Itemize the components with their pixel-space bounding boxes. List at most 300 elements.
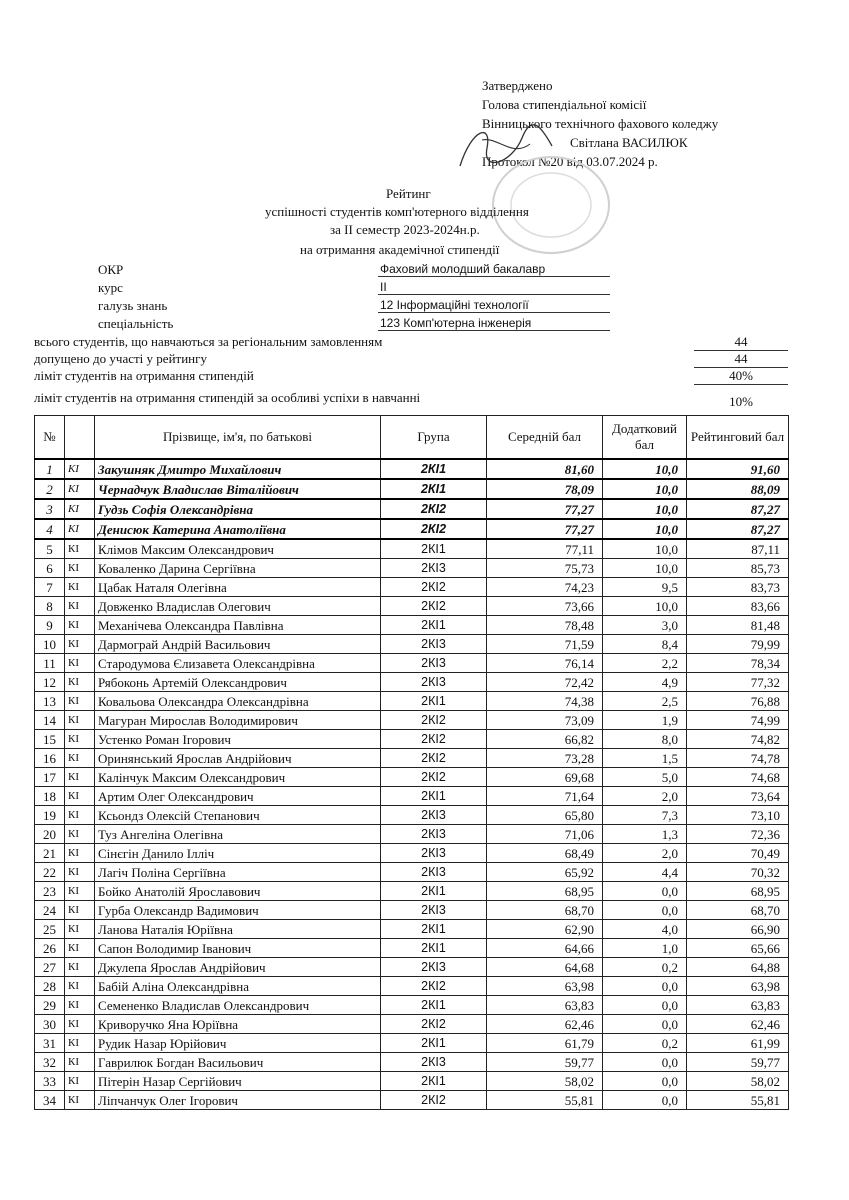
cell-name: Гудзь Софія Олександрівна [95,499,381,519]
cell-number: 19 [35,806,65,825]
cell-average: 63,83 [487,996,603,1015]
cell-average: 63,98 [487,977,603,996]
approval-signer: Світлана ВАСИЛЮК [570,135,688,150]
cell-group: 2КІ1 [381,692,487,711]
cell-number: 31 [35,1034,65,1053]
stat-value: 40% [694,368,788,385]
cell-rating: 78,34 [687,654,789,673]
cell-extra: 7,3 [603,806,687,825]
table-row [35,578,789,597]
cell-number: 26 [35,939,65,958]
approval-line: Затверджено [482,78,553,93]
cell-extra: 1,3 [603,825,687,844]
cell-rating: 87,11 [687,539,789,559]
table-row [35,616,789,635]
cell-rating: 63,98 [687,977,789,996]
cell-rating: 55,81 [687,1091,789,1110]
table-header-row [35,416,789,460]
cell-rating: 74,99 [687,711,789,730]
cell-extra: 10,0 [603,479,687,499]
cell-department: КІ [65,901,95,920]
cell-rating: 70,32 [687,863,789,882]
stat-label: допущено до участі у рейтингу [34,351,207,366]
cell-group: 2КІ1 [381,882,487,901]
cell-group: 2КІ1 [381,939,487,958]
col-header-extra: Додатковий бал [603,416,687,460]
cell-extra: 10,0 [603,559,687,578]
cell-average: 72,42 [487,673,603,692]
cell-number: 17 [35,768,65,787]
cell-group: 2КІ1 [381,479,487,499]
cell-department: КІ [65,1091,95,1110]
cell-name: Бойко Анатолій Ярославович [95,882,381,901]
cell-name: Лагіч Поліна Сергіївна [95,863,381,882]
cell-group: 2КІ3 [381,654,487,673]
cell-number: 28 [35,977,65,996]
cell-extra: 2,0 [603,844,687,863]
cell-average: 81,60 [487,459,603,479]
table-row [35,519,789,539]
cell-number: 12 [35,673,65,692]
cell-department: КІ [65,787,95,806]
param-value: 123 Комп'ютерна інженерія [378,316,610,331]
table-row [35,882,789,901]
stat-value: 44 [694,334,788,351]
cell-group: 2КІ1 [381,1034,487,1053]
cell-group: 2КІ1 [381,616,487,635]
cell-extra: 2,2 [603,654,687,673]
cell-extra: 0,0 [603,1072,687,1091]
table-row [35,806,789,825]
cell-group: 2КІ1 [381,459,487,479]
cell-name: Закушняк Дмитро Михайлович [95,459,381,479]
cell-extra: 0,0 [603,1053,687,1072]
cell-rating: 74,78 [687,749,789,768]
cell-number: 11 [35,654,65,673]
cell-rating: 83,73 [687,578,789,597]
table-row [35,635,789,654]
cell-rating: 70,49 [687,844,789,863]
cell-rating: 74,68 [687,768,789,787]
cell-rating: 87,27 [687,519,789,539]
cell-name: Туз Ангеліна Олегівна [95,825,381,844]
cell-department: КІ [65,539,95,559]
cell-extra: 10,0 [603,539,687,559]
table-row [35,977,789,996]
cell-average: 77,27 [487,519,603,539]
table-row [35,996,789,1015]
stat-row [34,351,788,369]
cell-average: 64,66 [487,939,603,958]
cell-name: Гаврилюк Богдан Васильович [95,1053,381,1072]
cell-average: 62,90 [487,920,603,939]
cell-average: 65,92 [487,863,603,882]
cell-group: 2КІ1 [381,920,487,939]
cell-rating: 72,36 [687,825,789,844]
cell-extra: 2,0 [603,787,687,806]
cell-extra: 10,0 [603,459,687,479]
cell-extra: 2,5 [603,692,687,711]
cell-group: 2КІ1 [381,787,487,806]
table-row [35,692,789,711]
col-header-avg: Середній бал [487,416,603,460]
cell-number: 18 [35,787,65,806]
table-row [35,479,789,499]
table-row [35,1034,789,1053]
cell-average: 68,70 [487,901,603,920]
stat-label: ліміт студентів на отримання стипендій [34,368,254,383]
cell-name: Коваленко Дарина Сергіївна [95,559,381,578]
param-label: ОКР [98,262,124,277]
cell-name: Рябоконь Артемій Олександрович [95,673,381,692]
cell-name: Чернадчук Владислав Віталійович [95,479,381,499]
cell-rating: 64,88 [687,958,789,977]
cell-average: 78,48 [487,616,603,635]
cell-group: 2КІ2 [381,519,487,539]
table-row [35,1015,789,1034]
stat-row [34,368,788,386]
param-value: ІІ [378,280,610,295]
table-row [35,844,789,863]
cell-rating: 65,66 [687,939,789,958]
cell-number: 8 [35,597,65,616]
cell-number: 33 [35,1072,65,1091]
stat-row [34,334,788,352]
col-header-dept [65,416,95,460]
cell-extra: 0,2 [603,958,687,977]
stat-label: ліміт студентів на отримання стипендій за особливі успіхи в навчанні [34,390,421,405]
cell-average: 73,28 [487,749,603,768]
cell-extra: 9,5 [603,578,687,597]
table-row [35,768,789,787]
cell-extra: 10,0 [603,597,687,616]
title-line: за II семестр 2023-2024н.р. [330,222,480,237]
cell-group: 2КІ3 [381,863,487,882]
cell-number: 23 [35,882,65,901]
cell-number: 1 [35,459,65,479]
title-line: успішності студентів комп'ютерного відділення [265,204,529,219]
cell-name: Семененко Владислав Олександрович [95,996,381,1015]
cell-rating: 87,27 [687,499,789,519]
cell-name: Калінчук Максим Олександрович [95,768,381,787]
cell-department: КІ [65,616,95,635]
cell-name: Пітерін Назар Сергійович [95,1072,381,1091]
cell-extra: 0,0 [603,996,687,1015]
cell-department: КІ [65,730,95,749]
cell-name: Цабак Наталя Олегівна [95,578,381,597]
cell-rating: 61,99 [687,1034,789,1053]
cell-extra: 4,4 [603,863,687,882]
cell-extra: 0,2 [603,1034,687,1053]
approval-line: Голова стипендіальної комісії [482,97,647,112]
table-row [35,901,789,920]
cell-department: КІ [65,749,95,768]
cell-average: 65,80 [487,806,603,825]
table-row [35,673,789,692]
param-label: курс [98,280,123,295]
cell-number: 4 [35,519,65,539]
cell-rating: 59,77 [687,1053,789,1072]
cell-group: 2КІ3 [381,635,487,654]
cell-rating: 79,99 [687,635,789,654]
table-row [35,920,789,939]
cell-department: КІ [65,825,95,844]
col-header-rating: Рейтинговий бал [687,416,789,460]
cell-department: КІ [65,459,95,479]
stat-label: всього студентів, що навчаються за регіональним замовленням [34,334,383,349]
cell-average: 64,68 [487,958,603,977]
cell-rating: 77,32 [687,673,789,692]
cell-department: КІ [65,939,95,958]
cell-number: 14 [35,711,65,730]
cell-group: 2КІ3 [381,844,487,863]
col-header-name: Прізвище, ім'я, по батькові [95,416,381,460]
cell-department: КІ [65,768,95,787]
cell-number: 6 [35,559,65,578]
cell-department: КІ [65,499,95,519]
cell-average: 75,73 [487,559,603,578]
cell-name: Бабій Аліна Олександрівна [95,977,381,996]
cell-name: Дармограй Андрій Васильович [95,635,381,654]
col-header-num: № [35,416,65,460]
cell-number: 27 [35,958,65,977]
table-row [35,749,789,768]
cell-name: Стародумова Єлизавета Олександрівна [95,654,381,673]
cell-average: 74,38 [487,692,603,711]
title-line: на отримання академічної стипендії [300,242,500,257]
cell-department: КІ [65,578,95,597]
table-row [35,825,789,844]
cell-group: 2КІ2 [381,749,487,768]
cell-department: КІ [65,1053,95,1072]
approval-protocol: Протокол №20 від 03.07.2024 р. [482,154,658,169]
cell-name: Устенко Роман Ігорович [95,730,381,749]
cell-name: Сінєгін Данило Ілліч [95,844,381,863]
cell-group: 2КІ2 [381,768,487,787]
cell-number: 5 [35,539,65,559]
cell-extra: 8,0 [603,730,687,749]
cell-extra: 5,0 [603,768,687,787]
cell-number: 24 [35,901,65,920]
param-label: галузь знань [98,298,168,313]
cell-average: 71,64 [487,787,603,806]
cell-department: КІ [65,806,95,825]
cell-group: 2КІ1 [381,539,487,559]
cell-rating: 76,88 [687,692,789,711]
cell-department: КІ [65,996,95,1015]
cell-department: КІ [65,958,95,977]
table-row [35,711,789,730]
cell-rating: 74,82 [687,730,789,749]
cell-group: 2КІ2 [381,711,487,730]
cell-name: Джулепа Ярослав Андрійович [95,958,381,977]
cell-group: 2КІ3 [381,901,487,920]
cell-rating: 66,90 [687,920,789,939]
col-header-group: Група [381,416,487,460]
cell-group: 2КІ3 [381,673,487,692]
cell-group: 2КІ3 [381,559,487,578]
cell-group: 2КІ1 [381,1072,487,1091]
table-row [35,597,789,616]
cell-rating: 73,10 [687,806,789,825]
cell-extra: 10,0 [603,499,687,519]
cell-department: КІ [65,479,95,499]
cell-rating: 73,64 [687,787,789,806]
cell-name: Артим Олег Олександрович [95,787,381,806]
cell-average: 73,66 [487,597,603,616]
cell-extra: 4,0 [603,920,687,939]
cell-average: 71,59 [487,635,603,654]
cell-extra: 0,0 [603,1091,687,1110]
cell-group: 2КІ3 [381,825,487,844]
cell-group: 2КІ1 [381,996,487,1015]
cell-extra: 4,9 [603,673,687,692]
table-row [35,499,789,519]
cell-name: Рудик Назар Юрійович [95,1034,381,1053]
cell-average: 71,06 [487,825,603,844]
cell-average: 77,27 [487,499,603,519]
cell-rating: 62,46 [687,1015,789,1034]
cell-group: 2КІ2 [381,578,487,597]
stat-value: 10% [729,394,753,409]
cell-number: 30 [35,1015,65,1034]
table-row [35,958,789,977]
cell-rating: 63,83 [687,996,789,1015]
cell-average: 68,95 [487,882,603,901]
cell-department: КІ [65,559,95,578]
cell-rating: 68,95 [687,882,789,901]
cell-average: 78,09 [487,479,603,499]
cell-number: 21 [35,844,65,863]
cell-rating: 81,48 [687,616,789,635]
cell-name: Гурба Олександр Вадимович [95,901,381,920]
table-row [35,939,789,958]
stat-value: 44 [694,351,788,368]
cell-department: КІ [65,977,95,996]
cell-number: 22 [35,863,65,882]
cell-department: КІ [65,882,95,901]
cell-group: 2КІ3 [381,806,487,825]
cell-name: Денисюк Катерина Анатоліївна [95,519,381,539]
cell-department: КІ [65,1034,95,1053]
table-row [35,1091,789,1110]
cell-extra: 0,0 [603,1015,687,1034]
cell-group: 2КІ2 [381,977,487,996]
cell-department: КІ [65,844,95,863]
cell-group: 2КІ2 [381,730,487,749]
cell-extra: 8,4 [603,635,687,654]
cell-number: 34 [35,1091,65,1110]
cell-average: 74,23 [487,578,603,597]
cell-rating: 58,02 [687,1072,789,1091]
cell-number: 2 [35,479,65,499]
table-body [35,459,789,1110]
cell-department: КІ [65,519,95,539]
cell-department: КІ [65,920,95,939]
cell-extra: 10,0 [603,519,687,539]
cell-number: 7 [35,578,65,597]
table-row [35,730,789,749]
cell-name: Ковальова Олександра Олександрівна [95,692,381,711]
cell-group: 2КІ2 [381,499,487,519]
cell-extra: 1,5 [603,749,687,768]
cell-average: 55,81 [487,1091,603,1110]
cell-number: 20 [35,825,65,844]
cell-name: Ліпчанчук Олег Ігорович [95,1091,381,1110]
table-row [35,863,789,882]
cell-extra: 1,9 [603,711,687,730]
cell-name: Оринянський Ярослав Андрійович [95,749,381,768]
param-value: 12 Інформаційні технології [378,298,610,313]
cell-name: Ланова Наталія Юріївна [95,920,381,939]
cell-number: 10 [35,635,65,654]
title-line: Рейтинг [386,186,431,201]
table-row [35,787,789,806]
cell-number: 29 [35,996,65,1015]
cell-name: Ксьондз Олексій Степанович [95,806,381,825]
table-row [35,654,789,673]
cell-average: 61,79 [487,1034,603,1053]
cell-rating: 68,70 [687,901,789,920]
cell-number: 3 [35,499,65,519]
cell-extra: 1,0 [603,939,687,958]
cell-average: 58,02 [487,1072,603,1091]
rating-table [34,415,789,1110]
cell-department: КІ [65,597,95,616]
cell-department: КІ [65,635,95,654]
cell-number: 9 [35,616,65,635]
cell-department: КІ [65,863,95,882]
cell-average: 73,09 [487,711,603,730]
cell-rating: 85,73 [687,559,789,578]
param-label: спеціальність [98,316,174,331]
cell-number: 32 [35,1053,65,1072]
cell-name: Довженко Владислав Олегович [95,597,381,616]
cell-rating: 91,60 [687,459,789,479]
cell-department: КІ [65,1072,95,1091]
approval-line: Вінницького технічного фахового коледжу [482,116,719,131]
cell-group: 2КІ3 [381,958,487,977]
cell-number: 16 [35,749,65,768]
cell-average: 66,82 [487,730,603,749]
cell-average: 59,77 [487,1053,603,1072]
stat-row [34,390,788,408]
cell-rating: 88,09 [687,479,789,499]
cell-department: КІ [65,1015,95,1034]
cell-average: 76,14 [487,654,603,673]
cell-group: 2КІ2 [381,597,487,616]
table-row [35,1072,789,1091]
cell-group: 2КІ2 [381,1091,487,1110]
cell-department: КІ [65,711,95,730]
cell-name: Сапон Володимир Іванович [95,939,381,958]
cell-number: 25 [35,920,65,939]
table-row [35,1053,789,1072]
cell-extra: 0,0 [603,901,687,920]
cell-number: 15 [35,730,65,749]
param-value: Фаховий молодший бакалавр [378,262,610,277]
table-row [35,459,789,479]
cell-average: 69,68 [487,768,603,787]
cell-department: КІ [65,692,95,711]
cell-group: 2КІ2 [381,1015,487,1034]
cell-name: Магуран Мирослав Володимирович [95,711,381,730]
cell-number: 13 [35,692,65,711]
table-row [35,559,789,578]
cell-extra: 0,0 [603,977,687,996]
cell-department: КІ [65,654,95,673]
cell-group: 2КІ3 [381,1053,487,1072]
